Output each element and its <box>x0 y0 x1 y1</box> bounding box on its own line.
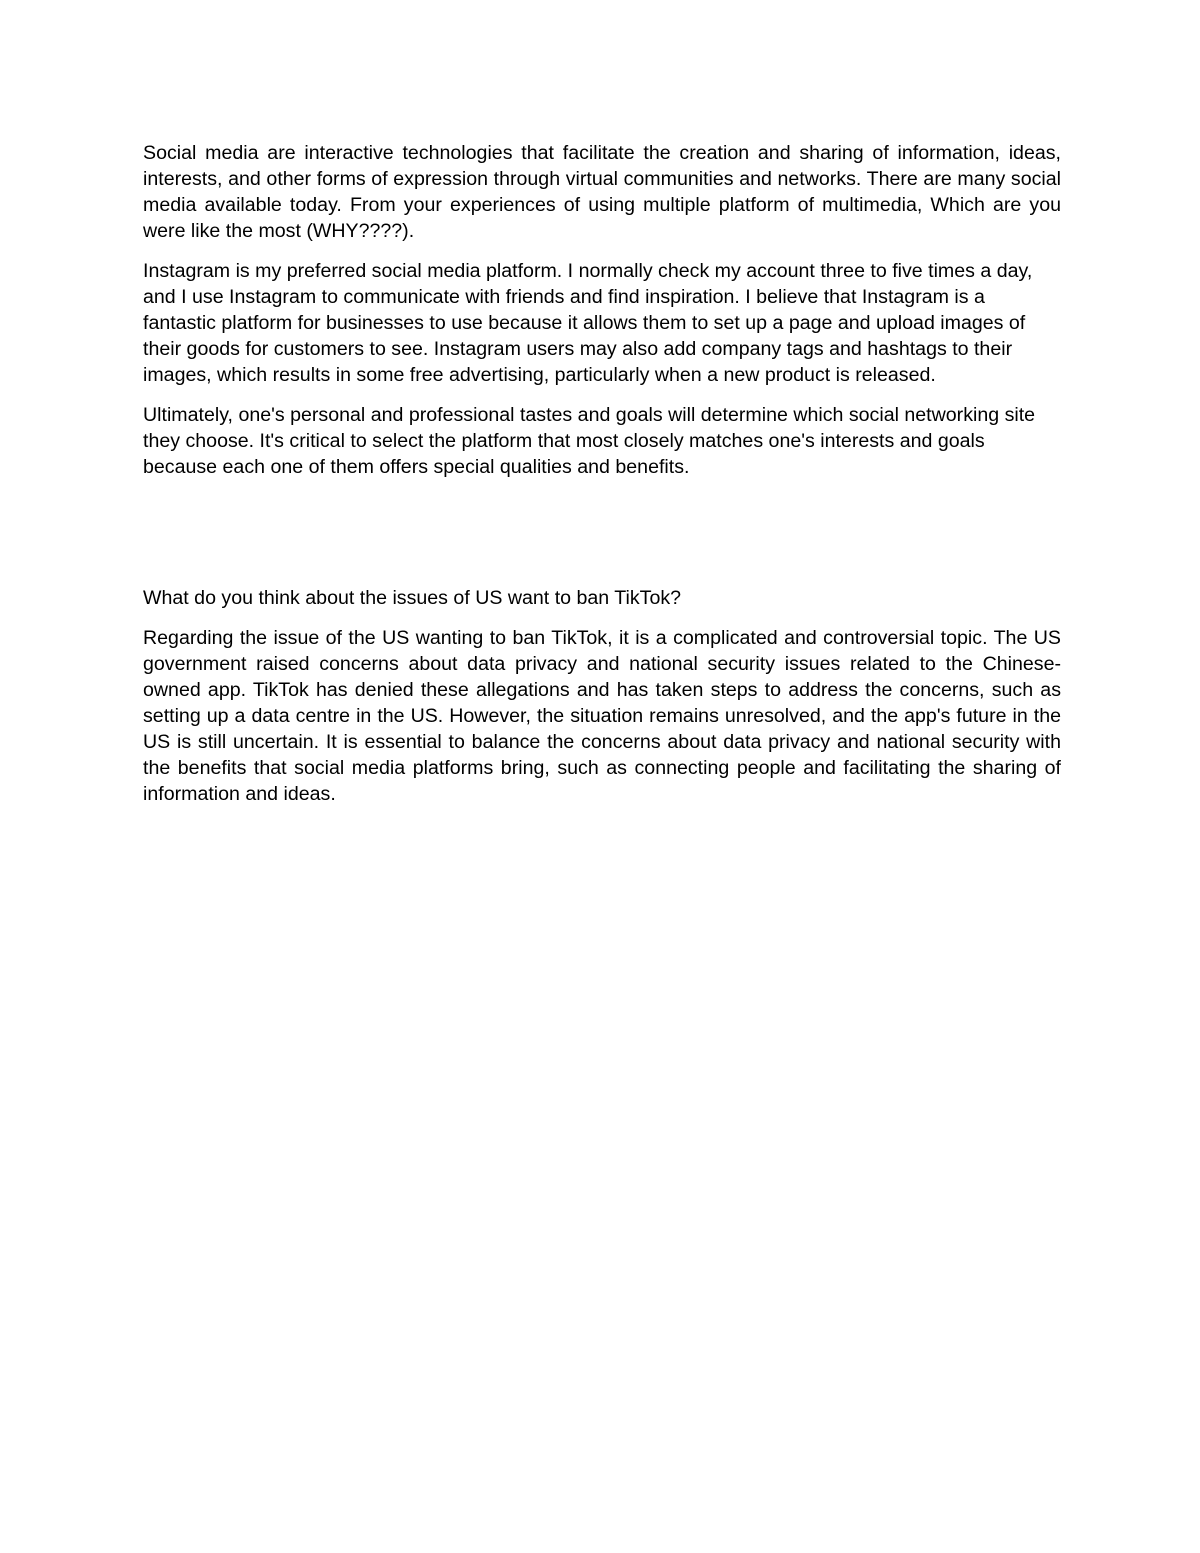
document-body <box>143 140 1061 821</box>
answer-instagram-paragraph: Instagram is my preferred social media platform. I normally check my account three to five times a day, and I use Instagram to communicate with friends and find inspiration. I believe that Instagram is a fantastic platform for businesses to use because it allows them to set up a page and upload images of their goods for customers to see. Instagram users may also add company tags and hashtags to their images, which results in some free advertising, particularly when a new product is released. <box>143 260 1033 386</box>
question-tiktok-paragraph: What do you think about the issues of US want to ban TikTok? <box>143 587 682 609</box>
section-spacer <box>143 494 1061 585</box>
question-social-media-paragraph: Social media are interactive technologies that facilitate the creation and sharing of information, ideas, interests, and other forms of expression through virtual communities and networks. There are many social media available today. From your experiences of using multiple platform of multimedia, Which are you were like the most (WHY????). <box>143 142 1061 242</box>
conclusion-paragraph: Ultimately, one's personal and professional tastes and goals will determine which social networking site they choose. It's critical to select the platform that most closely matches one's interests and goals because each one of them offers special qualities and benefits. <box>143 404 1036 478</box>
answer-tiktok-paragraph: Regarding the issue of the US wanting to ban TikTok, it is a complicated and controversial topic. The US government raised concerns about data privacy and national security issues related to the Chinese-owned app. TikTok has denied these allegations and has taken steps to address the concerns, such as setting up a data centre in the US. However, the situation remains unresolved, and the app's future in the US is still uncertain. It is essential to balance the concerns about data privacy and national security with the benefits that social media platforms bring, such as connecting people and facilitating the sharing of information and ideas. <box>143 627 1061 805</box>
